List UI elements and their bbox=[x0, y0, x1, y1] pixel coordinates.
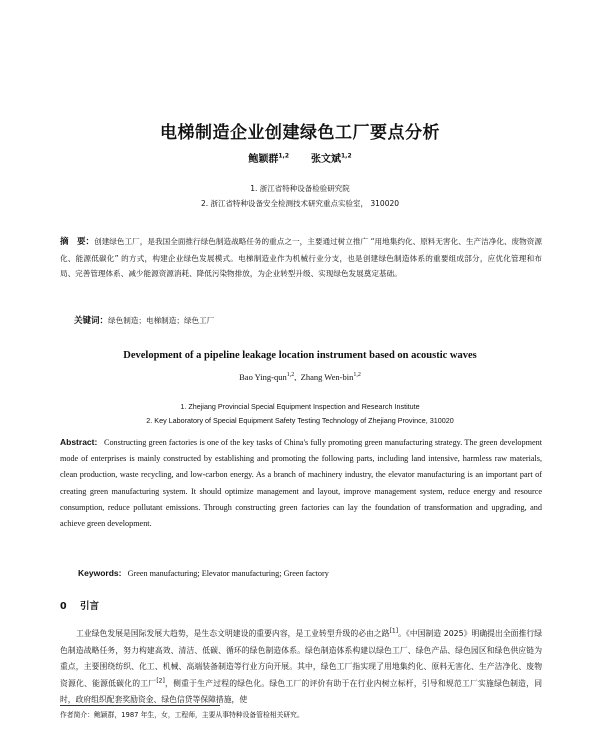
footnote-divider bbox=[60, 705, 220, 706]
author-affiliation-marker: 1,2 bbox=[353, 372, 361, 379]
english-title: Development of a pipeline leakage location instrument based on acoustic waves bbox=[123, 350, 477, 361]
abstract-text: 创建绿色工厂，是我国全面推行绿色制造战略任务的重点之一，主要通过树立推广 “用地集约化、原料无害化、生产洁净化、废物资源化、能源低碳化” 的方式，构建企业绿色发展模式。电梯制造业作为机械行业分支，也是创建绿色制造体系的重要组成部分，应优化管理和布局、完善管理体系、减少能源资源消耗、降低污染物排放，为企业转型升级、实现绿色发展奠定基础。 bbox=[60, 237, 542, 278]
author-affiliation-marker: 1,2 bbox=[278, 152, 289, 160]
chinese-title: 电梯制造企业创建绿色工厂要点分析 bbox=[160, 123, 440, 143]
english-affiliation-1: 1. Zhejiang Provincial Special Equipment Inspection and Research Institute bbox=[180, 402, 420, 411]
author-affiliation-marker: 1,2 bbox=[286, 372, 295, 379]
abstract-label: 摘 要： bbox=[60, 237, 95, 247]
author-name: Zhang Wen-bin bbox=[300, 372, 354, 382]
keywords-label: 关键词： bbox=[74, 316, 109, 326]
paragraph-text: 。《中国制造 2025》明确提出全面推行绿色制造战略任务，努力构建高效、清洁、低碳、循环的绿色制造体系。绿色制造体系构建以绿色工厂、绿色产品、绿色园区和绿色供应链为重点，主要围绕纺织、化工、机械、高端装备制造等行业方向开展。其中，绿色工厂指实现了用地集约化、原料无害化、生产洁净化、废物资源化、能源低碳化的工厂 bbox=[60, 629, 542, 688]
author-footnote: 作者简介：鲍颖群，1987 年生，女，工程师，主要从事特种设备管检相关研究。 bbox=[60, 711, 304, 719]
abstract-label: Abstract: bbox=[60, 437, 98, 447]
chinese-affiliation-2: 2. 浙江省特种设备安全检测技术研究重点实验室， 310020 bbox=[200, 199, 400, 208]
citation-ref: [1] bbox=[389, 627, 399, 635]
section-number: 0 bbox=[60, 601, 67, 612]
chinese-abstract bbox=[60, 234, 542, 282]
abstract-text: Constructing green factories is one of the key tasks of China's fully promoting green manufacturing strategy. The green development mode of enterprises is mainly constructed by establishing and promoting the following parts, including land intensive, harmless raw materials, clean production, waste recycling, and low-carbon energy. As a branch of machinery industry, the elevator manufacturing is an important part of creating green manufacturing system. It should optimize management and layout, improve management system, reduce energy and resource consumption, reduce pollutant emissions. Through constructing green factories can lay the foundation of transformation and upgrading, and achieve green development. bbox=[60, 438, 542, 529]
english-authors: Bao Ying-qun$^{1,2}$, Zhang Wen-bin$^{1,2}$ bbox=[239, 372, 361, 382]
english-affiliation-2: 2. Key Laboratory of Special Equipment Safety Testing Technology of Zhejiang Province, 310020 bbox=[146, 416, 454, 425]
author-name: 张文斌 bbox=[311, 154, 341, 165]
section-heading bbox=[60, 598, 99, 612]
chinese-keywords bbox=[74, 314, 214, 326]
author-name: 鲍颖群 bbox=[248, 154, 279, 165]
author-affiliation-marker: 1,2 bbox=[341, 152, 352, 160]
keywords-text: 绿色制造；电梯制造；绿色工厂 bbox=[108, 316, 215, 325]
english-abstract bbox=[60, 434, 542, 532]
author-name: Bao Ying-qun bbox=[239, 372, 287, 382]
keywords-text: Green manufacturing; Elevator manufacturing; Green factory bbox=[127, 569, 329, 578]
section-title: 引言 bbox=[80, 601, 100, 612]
introduction-paragraph bbox=[60, 626, 542, 709]
paragraph-text: 工业绿色发展是国际发展大趋势，是生态文明建设的重要内容，是工业转型升级的必由之路 bbox=[76, 629, 390, 638]
chinese-authors bbox=[0, 150, 600, 165]
english-keywords bbox=[78, 568, 329, 578]
citation-ref: [2] bbox=[156, 677, 165, 685]
paragraph-text: ，侧重于生产过程的绿色化。绿色工厂的评价有助于在行业内树立标杆，引导和规范工厂实施绿色制造，同时，政府组织配套奖励资金、绿色信贷等保障措施，使 bbox=[60, 678, 543, 705]
keywords-label: Keywords: bbox=[78, 568, 122, 578]
chinese-affiliation-1: 1. 浙江省特种设备检验研究院 bbox=[250, 184, 350, 193]
